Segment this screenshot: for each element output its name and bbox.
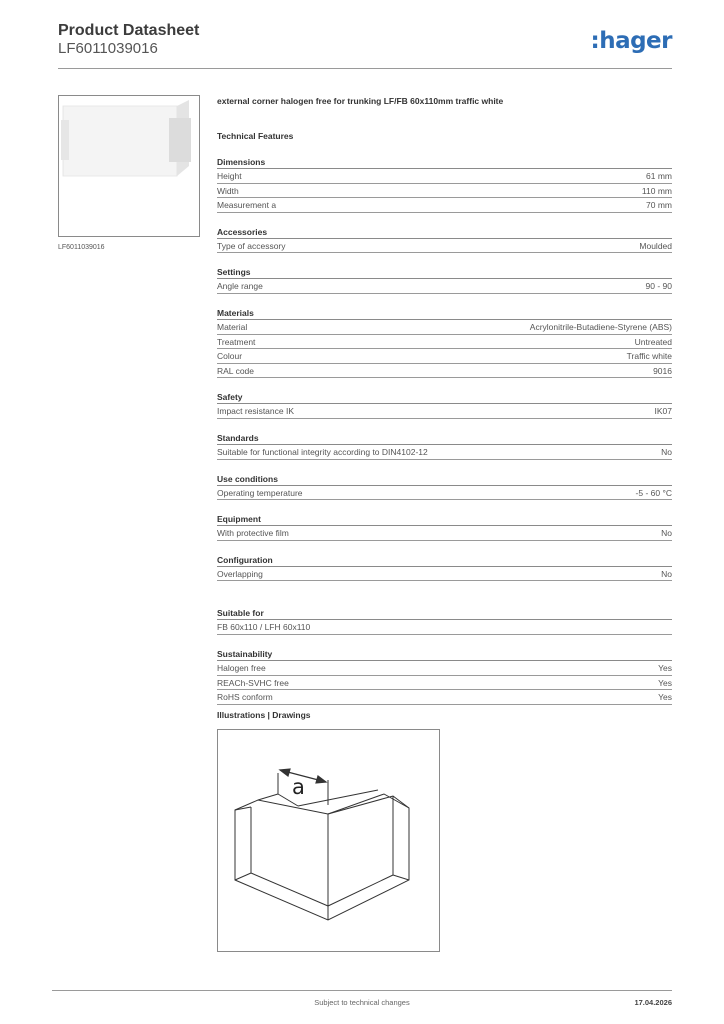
spec-label: Type of accessory — [217, 240, 286, 251]
section-title: Use conditions — [217, 473, 672, 486]
section-title: Standards — [217, 432, 672, 445]
spec-row — [217, 486, 672, 501]
page-title: Product Datasheet — [58, 22, 200, 39]
spec-label: Suitable for functional integrity according to DIN4102-12 — [217, 446, 428, 457]
spec-label: Overlapping — [217, 568, 263, 579]
section-title: Safety — [217, 391, 672, 404]
spec-value: No — [661, 528, 672, 539]
spec-label: RAL code — [217, 365, 255, 376]
spec-row — [217, 404, 672, 419]
section-title: Dimensions — [217, 156, 672, 169]
product-number: LF6011039016 — [58, 40, 158, 57]
spec-value: No — [661, 446, 672, 457]
spec-value: No — [661, 568, 672, 579]
thumbnail-caption: LF6011039016 — [58, 244, 105, 251]
spec-value: 9016 — [653, 365, 672, 376]
spec-label: With protective film — [217, 528, 289, 539]
spec-sections — [217, 156, 672, 705]
section-title: Settings — [217, 266, 672, 279]
spec-section — [217, 226, 672, 254]
spec-value: Yes — [658, 677, 672, 688]
spec-label: Height — [217, 171, 242, 181]
product-title: external corner halogen free for trunking LF/FB 60x110mm traffic white — [217, 96, 504, 106]
section-title: Accessories — [217, 226, 672, 239]
spec-label: REACh-SVHC free — [217, 677, 289, 688]
spec-section — [217, 473, 672, 501]
spec-section — [217, 391, 672, 419]
illustrations-heading: Illustrations | Drawings — [217, 710, 311, 720]
spec-value: Acrylonitrile-Butadiene-Styrene (ABS) — [529, 321, 672, 332]
section-title: Equipment — [217, 513, 672, 526]
section-title: Configuration — [217, 554, 672, 567]
header-divider — [58, 68, 672, 69]
section-title: Suitable for — [217, 607, 672, 620]
spec-value: IK07 — [654, 406, 672, 417]
drawing-dimension-label: a — [292, 775, 305, 799]
spec-row — [217, 320, 672, 335]
spec-section — [217, 307, 672, 378]
corner-drawing-svg — [218, 730, 439, 951]
spec-label: Angle range — [217, 281, 263, 292]
spec-row — [217, 661, 672, 676]
spec-value: 110 mm — [641, 185, 672, 196]
spec-value: -5 - 60 °C — [635, 487, 672, 498]
spec-row — [217, 335, 672, 350]
corner-piece-image — [59, 96, 199, 236]
spec-label: Operating temperature — [217, 487, 303, 498]
spec-row — [217, 198, 672, 213]
section-title: Sustainability — [217, 648, 672, 661]
spec-row — [217, 349, 672, 364]
spec-row — [217, 567, 672, 582]
spec-label: Impact resistance IK — [217, 406, 295, 417]
spec-value: Yes — [658, 662, 672, 673]
spec-label: Material — [217, 321, 248, 332]
spec-value: Untreated — [634, 336, 672, 347]
spec-row — [217, 676, 672, 691]
spec-value: 61 mm — [646, 171, 672, 181]
spec-row — [217, 239, 672, 254]
section-title: Materials — [217, 307, 672, 320]
spec-row — [217, 169, 672, 184]
hager-logo: :hager — [590, 28, 672, 54]
spec-row — [217, 364, 672, 379]
spec-row — [217, 526, 672, 541]
spec-value: Yes — [658, 692, 672, 703]
spec-row — [217, 620, 672, 635]
footer-date: 17.04.2026 — [634, 998, 672, 1007]
spec-section — [217, 554, 672, 582]
spec-value: 90 - 90 — [645, 281, 672, 292]
spec-value: 70 mm — [646, 200, 672, 211]
spec-section — [217, 648, 672, 705]
spec-section — [217, 432, 672, 460]
spec-label: Halogen free — [217, 662, 266, 673]
technical-features-heading: Technical Features — [217, 131, 294, 141]
spec-label: FB 60x110 / LFH 60x110 — [217, 622, 311, 633]
page-header — [58, 22, 199, 58]
spec-row — [217, 184, 672, 199]
spec-label: Measurement a — [217, 200, 277, 211]
spec-label: RoHS conform — [217, 692, 273, 703]
spec-row — [217, 445, 672, 460]
spec-value: Traffic white — [626, 351, 672, 362]
spec-row — [217, 690, 672, 705]
footer-divider — [52, 990, 672, 991]
spec-label: Colour — [217, 351, 243, 362]
technical-drawing — [217, 729, 440, 952]
spec-content — [217, 96, 672, 705]
product-thumbnail — [58, 95, 200, 237]
spec-section — [217, 266, 672, 294]
spec-section — [217, 156, 672, 213]
spec-section — [217, 607, 672, 635]
spec-value: Moulded — [639, 240, 672, 251]
spec-label: Width — [217, 185, 239, 196]
spec-row — [217, 279, 672, 294]
footer-note: Subject to technical changes — [314, 998, 410, 1007]
spec-section — [217, 513, 672, 541]
spec-label: Treatment — [217, 336, 256, 347]
